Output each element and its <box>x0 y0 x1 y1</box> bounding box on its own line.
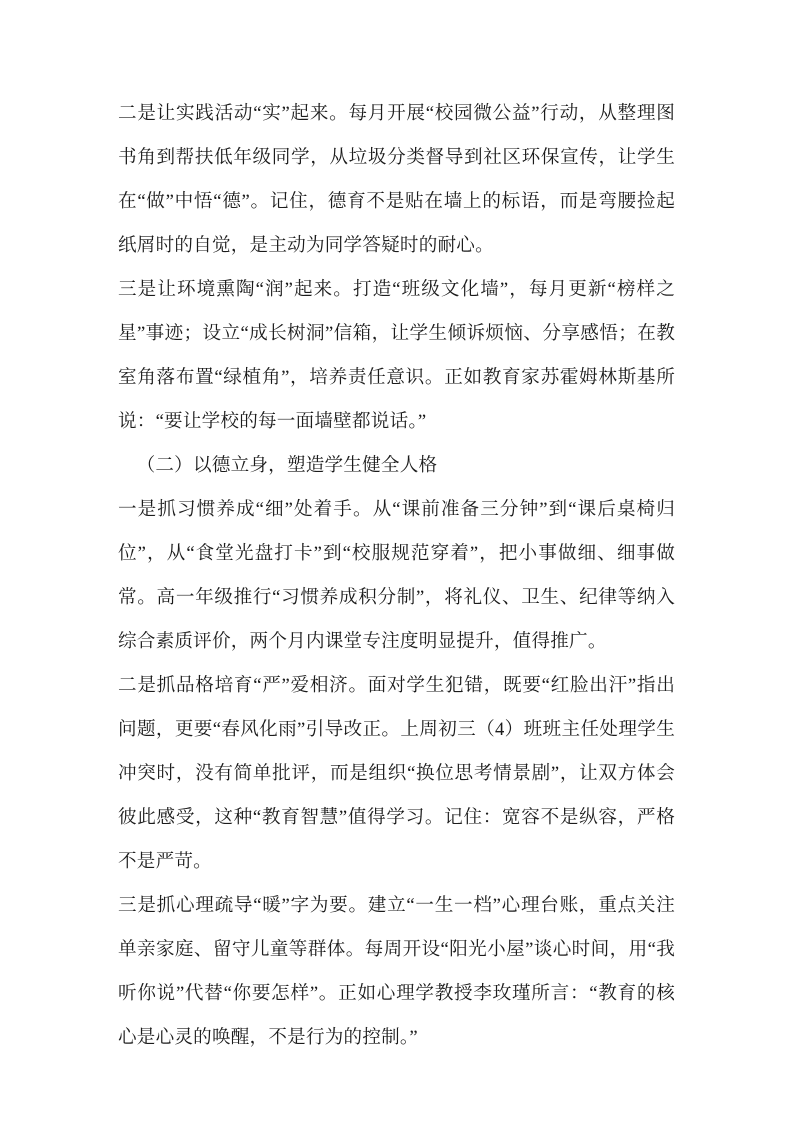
document-body <box>118 92 675 1060</box>
paragraph-3: 一是抓习惯养成“细”处着手。从“课前准备三分钟”到“课后桌椅归位”，从“食堂光盘打卡”到“校服规范穿着”，把小事做细、细事做常。高一年级推行“习惯养成积分制”，将礼仪、卫生、纪律等纳入综合素质评价，两个月内课堂专注度明显提升，值得推广。 <box>118 499 675 652</box>
section-heading: （二）以德立身，塑造学生健全人格 <box>136 455 438 476</box>
paragraph-4: 二是抓品格培育“严”爱相济。面对学生犯错，既要“红脸出汗”指出问题，更要“春风化雨”引导改正。上周初三（4）班班主任处理学生冲突时，没有简单批评，而是组织“换位思考情景剧”，让双方体会彼此感受，这种“教育智慧”值得学习。记住：宽容不是纵容，严格不是严苛。 <box>118 675 675 872</box>
paragraph-5: 三是抓心理疏导“暖”字为要。建立“一生一档”心理台账，重点关注单亲家庭、留守儿童等群体。每周开设“阳光小屋”谈心时间，用“我听你说”代替“你要怎样”。正如心理学教授李玫瑾所言：“教育的核心是心灵的唤醒，不是行为的控制。” <box>118 895 675 1048</box>
paragraph-1: 二是让实践活动“实”起来。每月开展“校园微公益”行动，从整理图书角到帮扶低年级同学，从垃圾分类督导到社区环保宣传，让学生在“做”中悟“德”。记住，德育不是贴在墙上的标语，而是弯腰捡起纸屑时的自觉，是主动为同学答疑时的耐心。 <box>118 103 675 256</box>
paragraph-2: 三是让环境熏陶“润”起来。打造“班级文化墙”，每月更新“榜样之星”事迹；设立“成长树洞”信箱，让学生倾诉烦恼、分享感悟；在教室角落布置“绿植角”，培养责任意识。正如教育家苏霍姆林斯基所说：“要让学校的每一面墙壁都说话。” <box>118 279 675 432</box>
